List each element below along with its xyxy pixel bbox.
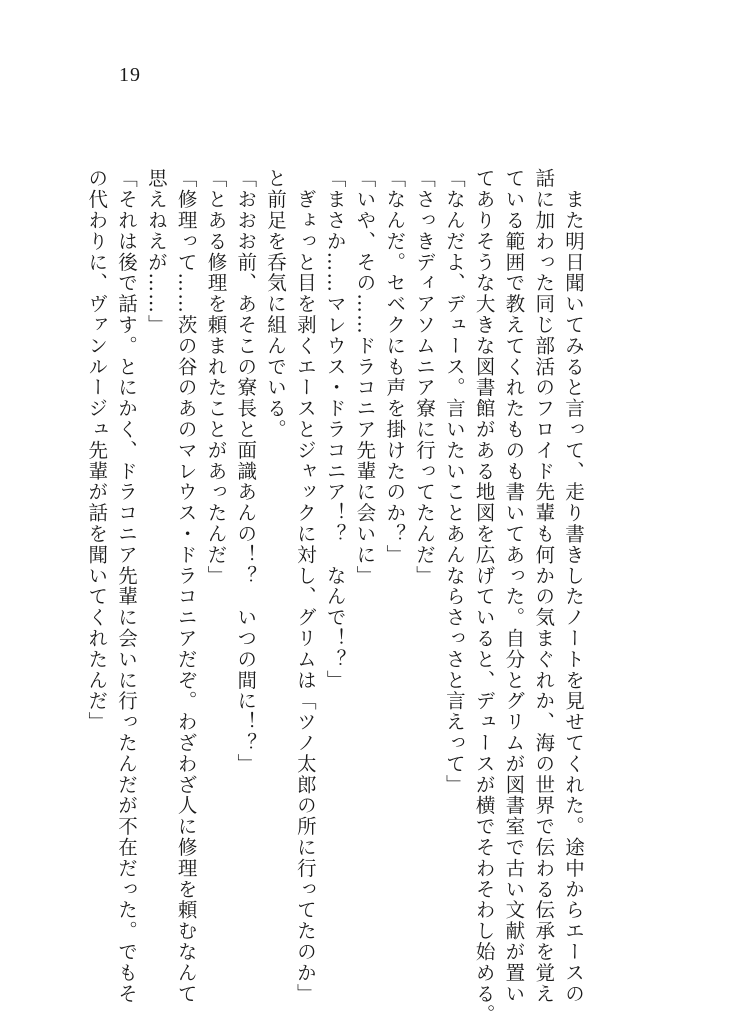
text-line: 「いや、その……ドラコニア先輩に会いに」 — [353, 168, 377, 586]
text-line: 「とある修理を頼まれたことがあったんだ」 — [204, 168, 228, 586]
page-number: 19 — [119, 64, 141, 86]
text-line: と前足を呑気に組んでいる。 — [264, 168, 288, 440]
vertical-text-body — [85, 168, 588, 1025]
text-line: 「なんだ。セベクにも声を掛けたのか？」 — [383, 168, 407, 566]
text-line: ている範囲で教えてくれたものも書いてあった。自分とグリムが図書室で古い文献が置い — [502, 168, 526, 1004]
text-line: てありそうな大きな図書館がある地図を広げていると、デュースが横でそわそわし始める。 — [472, 168, 496, 1025]
text-line: 「さっきディアソムニア寮に行ってたんだ」 — [413, 168, 437, 586]
text-line: 思えねえが……」 — [144, 168, 168, 336]
text-line: 「なんだよ、デュース。言いたいことあんならさっさと言えって」 — [442, 168, 466, 795]
text-line: 「おおお前、あそこの寮長と面識あんの！？ いつの間に！？」 — [234, 168, 258, 775]
text-line: 「修理って……茨の谷のあのマレウス・ドラコニアだぞ。わざわざ人に修理を頼むなんて — [174, 168, 198, 1004]
text-line: の代わりに、ヴァンルージュ先輩が話を聞いてくれたんだ」 — [85, 168, 109, 733]
text-line: また明日聞いてみると言って、走り書きしたノートを見せてくれた。途中からエースの — [562, 168, 585, 1004]
text-line: 「まさか……マレウス・ドラコニア！？ なんで！？」 — [323, 168, 347, 691]
text-line: 話に加わった同じ部活のフロイド先輩も何かの気まぐれか、海の世界で伝わる伝承を覚え — [532, 168, 556, 1004]
text-line: ぎょっと目を剥くエースとジャックに対し、グリムは「ツノ太郎の所に行ってたのか」 — [293, 168, 317, 1004]
text-line: 「それは後で話す。とにかく、ドラコニア先輩に会いに行ったんだが不在だった。でもそ — [115, 168, 139, 1004]
